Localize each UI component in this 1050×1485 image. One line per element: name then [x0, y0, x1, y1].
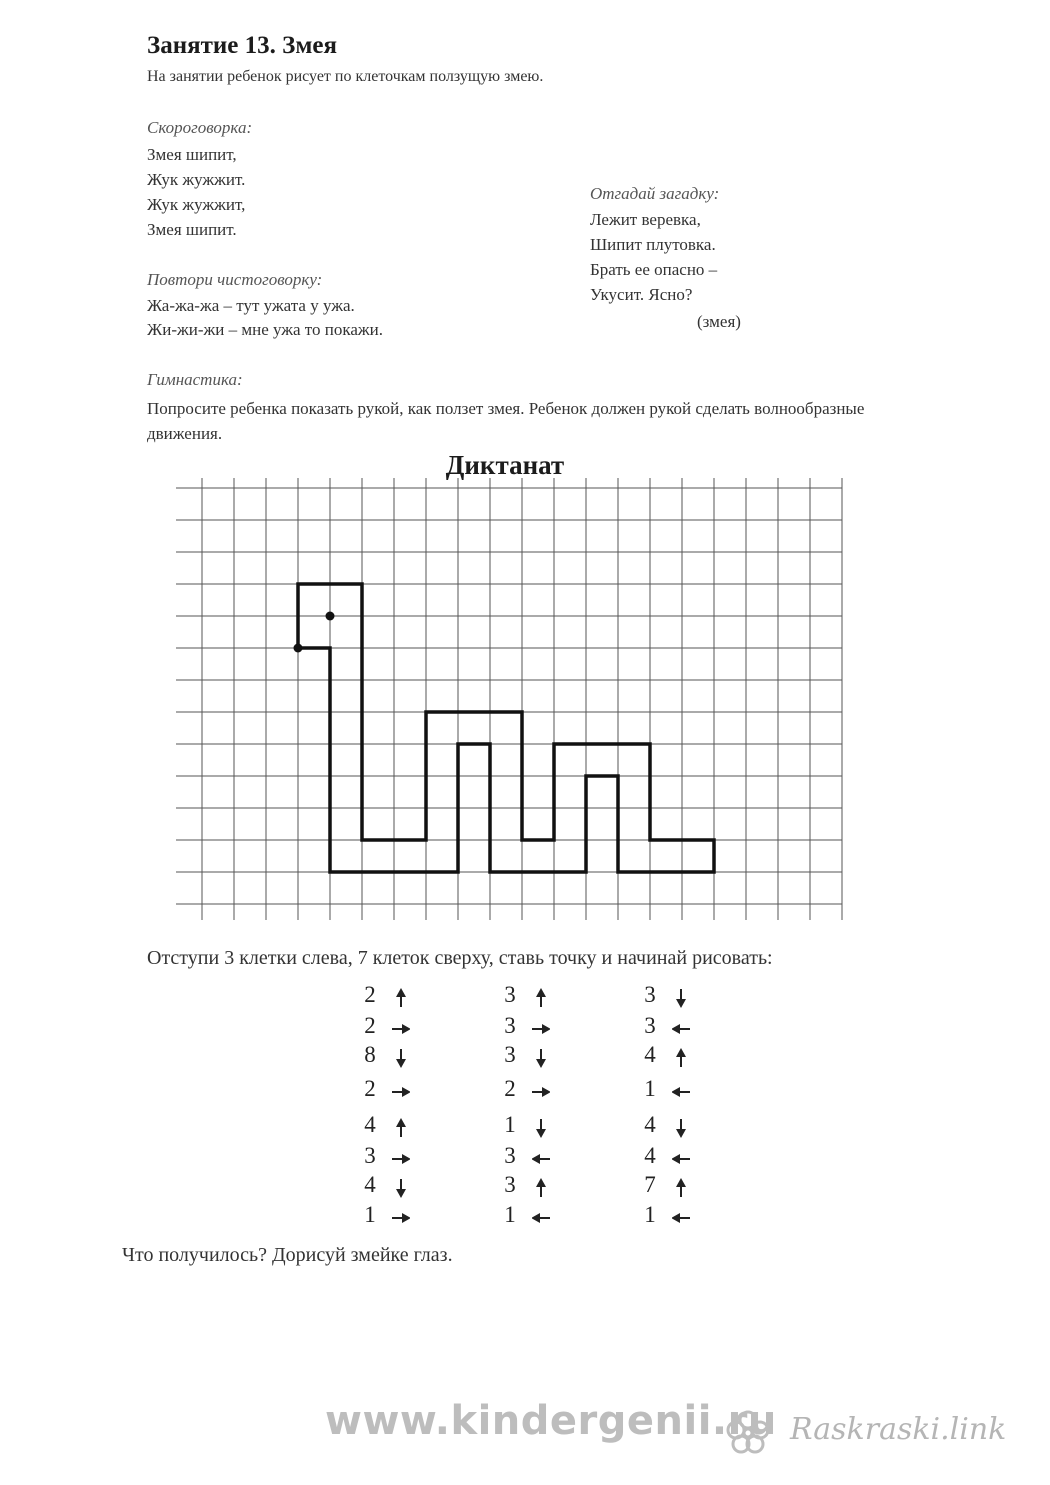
- arrow-up-icon: [672, 1177, 690, 1199]
- tongue-twister-label: Скороговорка:: [147, 118, 253, 137]
- gymnastics-label: Гимнастика:: [147, 370, 243, 389]
- command-count: 3: [504, 1172, 516, 1197]
- command-count: 3: [364, 1143, 376, 1168]
- arrow-right-icon: [392, 1148, 410, 1170]
- riddle-line: Лежит веревка,: [590, 210, 701, 229]
- command-count: 3: [504, 982, 516, 1007]
- arrow-up-icon: [532, 987, 550, 1009]
- arrow-right-icon: [392, 1018, 410, 1040]
- arrow-down-icon: [532, 1117, 550, 1139]
- arrow-left-icon: [672, 1207, 690, 1229]
- tongue-twister-line: Змея шипит,: [147, 145, 237, 164]
- command-count: 1: [364, 1202, 376, 1227]
- arrow-up-icon: [532, 1177, 550, 1199]
- arrow-down-icon: [532, 1047, 550, 1069]
- command-count: 4: [644, 1112, 656, 1137]
- command-count: 2: [364, 1076, 376, 1101]
- lesson-title: Занятие 13. Змея: [147, 32, 338, 59]
- riddle-answer: (змея): [697, 312, 741, 331]
- command-count: 7: [644, 1172, 656, 1197]
- dictation-grid: [176, 478, 866, 930]
- tongue-twister-line: Жук жужжит.: [147, 170, 246, 189]
- arrow-left-icon: [532, 1148, 550, 1170]
- dictation-instruction: Отступи 3 клетки слева, 7 клеток сверху, ставь точку и начинай рисовать:: [147, 947, 773, 969]
- command-count: 2: [504, 1076, 516, 1101]
- lesson-intro: На занятии ребенок рисует по клеточкам ползущую змею.: [147, 68, 544, 85]
- arrow-left-icon: [672, 1148, 690, 1170]
- dictation-title: Диктанат: [445, 450, 565, 480]
- command-count: 2: [364, 1013, 376, 1038]
- command-count: 1: [644, 1202, 656, 1227]
- arrow-left-icon: [672, 1081, 690, 1103]
- gymnastics-text: Попросите ребенка показать рукой, как ползет змея. Ребенок должен рукой сделать волнообразные движения.: [147, 399, 865, 443]
- command-count: 1: [644, 1076, 656, 1101]
- tongue-twister-line: Жук жужжит,: [147, 195, 246, 214]
- riddle-label: Отгадай загадку:: [590, 184, 720, 203]
- arrow-left-icon: [532, 1207, 550, 1229]
- arrow-up-icon: [392, 987, 410, 1009]
- arrow-right-icon: [532, 1081, 550, 1103]
- final-question: Что получилось? Дорисуй змейке глаз.: [122, 1244, 453, 1266]
- arrow-down-icon: [672, 1117, 690, 1139]
- command-count: 3: [644, 982, 656, 1007]
- arrow-left-icon: [672, 1018, 690, 1040]
- command-count: 8: [364, 1042, 376, 1067]
- arrow-up-icon: [392, 1117, 410, 1139]
- arrow-down-icon: [392, 1047, 410, 1069]
- command-count: 3: [504, 1013, 516, 1038]
- arrow-right-icon: [532, 1018, 550, 1040]
- command-count: 4: [644, 1042, 656, 1067]
- footer-url: www.kindergenii.ru: [325, 1398, 777, 1444]
- start-dot: [294, 644, 303, 653]
- chant-label: Повтори чистоговорку:: [147, 270, 323, 289]
- chant-line: Жа-жа-жа – тут ужата у ужа.: [147, 296, 355, 315]
- snake-path: [298, 584, 714, 872]
- command-count: 4: [364, 1112, 376, 1137]
- flower-logo-icon: [724, 1408, 772, 1456]
- riddle-line: Брать ее опасно –: [590, 260, 718, 279]
- snake-eye: [326, 612, 335, 621]
- riddle-line: Шипит плутовка.: [590, 235, 716, 254]
- arrow-right-icon: [392, 1207, 410, 1229]
- command-count: 1: [504, 1112, 516, 1137]
- arrow-up-icon: [672, 1047, 690, 1069]
- arrow-down-icon: [392, 1177, 410, 1199]
- command-count: 3: [504, 1042, 516, 1067]
- footer-brand: Raskraski.link: [790, 1412, 1007, 1447]
- riddle-line: Укусит. Ясно?: [590, 285, 693, 304]
- command-count: 1: [504, 1202, 516, 1227]
- command-count: 3: [504, 1143, 516, 1168]
- command-count: 2: [364, 982, 376, 1007]
- command-count: 4: [644, 1143, 656, 1168]
- chant-line: Жи-жи-жи – мне ужа то покажи.: [147, 320, 383, 339]
- arrow-right-icon: [392, 1081, 410, 1103]
- command-count: 4: [364, 1172, 376, 1197]
- tongue-twister-line: Змея шипит.: [147, 220, 237, 239]
- arrow-down-icon: [672, 987, 690, 1009]
- command-count: 3: [644, 1013, 656, 1038]
